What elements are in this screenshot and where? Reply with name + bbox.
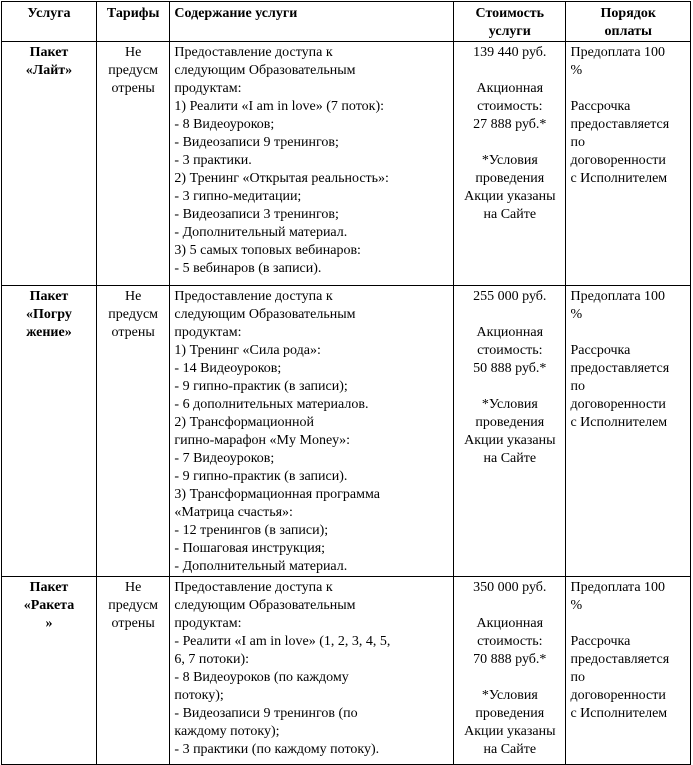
spacer — [570, 324, 686, 342]
installment-line: Рассрочка — [570, 343, 631, 358]
promo-price-line: Акционная — [476, 325, 544, 340]
service-content-cell — [170, 286, 454, 577]
service-content-line: - 7 Видеоуроков; — [174, 451, 275, 466]
installment-line: с Исполнителем — [570, 415, 668, 430]
package-name-line: Пакет — [29, 289, 69, 304]
service-content-line: продуктам: — [174, 81, 242, 96]
promo-note-line: *Условия — [481, 688, 538, 703]
package-name-line: «Погру — [26, 307, 72, 322]
service-content-line: - Видеозаписи 9 тренингов (по — [174, 706, 358, 721]
promo-price-line: стоимость: — [477, 99, 543, 114]
promo-price-line: Акционная — [476, 81, 544, 96]
service-content-cell — [170, 577, 454, 765]
header-tariffs-label: Тарифы — [106, 6, 160, 21]
tariff-line: Не — [125, 45, 142, 60]
service-content-line: «Матрица счастья»: — [174, 505, 293, 520]
service-content-line: - 14 Видеоуроков; — [174, 361, 282, 376]
full-price: 255 000 руб. — [473, 289, 547, 304]
service-content-line: - 8 Видеоуроков; — [174, 117, 275, 132]
spacer — [458, 669, 561, 687]
service-content-line: гипно-марафон «My Money»: — [174, 433, 351, 448]
tariff-cell — [96, 42, 169, 286]
service-content-line: - 8 Видеоуроков (по каждому — [174, 670, 349, 685]
tariff-line: отрены — [111, 81, 155, 96]
service-content-line: 2) Тренинг «Открытая реальность»: — [174, 171, 389, 186]
header-service-label: Услуга — [27, 6, 71, 21]
spacer — [458, 597, 561, 615]
service-content-line: - 3 практики. — [174, 153, 252, 168]
service-content-line: - 6 дополнительных материалов. — [174, 397, 369, 412]
service-content-line: - Видеозаписи 3 тренингов; — [174, 207, 339, 222]
service-content-line: Предоставление доступа к — [174, 580, 333, 595]
tariff-line: предусм — [108, 598, 159, 613]
package-name-cell — [2, 42, 97, 286]
promo-note-line: *Условия — [481, 153, 538, 168]
prepayment-line: Предоплата 100 — [570, 580, 666, 595]
tariff-line: Не — [125, 289, 142, 304]
service-content-line: - Видеозаписи 9 тренингов; — [174, 135, 339, 150]
header-payment-line: Порядок — [600, 6, 656, 21]
service-content-line: - 9 гипно-практик (в записи); — [174, 379, 348, 394]
prepayment-line: Предоплата 100 — [570, 45, 666, 60]
promo-note-line: на Сайте — [483, 742, 537, 757]
header-cost-line: Стоимость — [475, 6, 545, 21]
payment-cell — [566, 42, 691, 286]
service-content-line: - 3 практики (по каждому потоку). — [174, 742, 380, 757]
header-content-label: Содержание услуги — [174, 6, 298, 21]
service-content-line: - Дополнительный материал. — [174, 225, 348, 240]
installment-line: договоренности — [570, 397, 666, 412]
service-content-line: - 5 вебинаров (в записи). — [174, 261, 322, 276]
service-content-line: следующим Образовательным — [174, 307, 356, 322]
service-content-line: каждому потоку); — [174, 724, 280, 739]
promo-price-line: Акционная — [476, 616, 544, 631]
tariff-line: Не — [125, 580, 142, 595]
tariff-cell — [96, 286, 169, 577]
service-content-line: продуктам: — [174, 325, 242, 340]
service-content-line: следующим Образовательным — [174, 598, 356, 613]
service-content-line: 6, 7 потоки): — [174, 652, 249, 667]
installment-line: с Исполнителем — [570, 171, 668, 186]
full-price: 350 000 руб. — [473, 580, 547, 595]
spacer — [458, 306, 561, 324]
promo-note-line: Акции указаны — [464, 189, 556, 204]
promo-note-line: Акции указаны — [464, 724, 556, 739]
service-content-line: - 12 тренингов (в записи); — [174, 523, 329, 538]
installment-line: с Исполнителем — [570, 706, 668, 721]
package-name-line: «Ракета — [23, 598, 75, 613]
package-name-cell — [2, 286, 97, 577]
installment-line: предоставляется — [570, 361, 670, 376]
full-price: 139 440 руб. — [473, 45, 547, 60]
promo-price-line: стоимость: — [477, 634, 543, 649]
installment-line: договоренности — [570, 153, 666, 168]
service-content-line: 2) Трансформационной — [174, 415, 314, 430]
cost-cell — [454, 42, 566, 286]
promo-price-line: 50 888 руб.* — [473, 361, 547, 376]
tariff-line: предусм — [108, 63, 159, 78]
header-service — [2, 2, 97, 42]
promo-price-line: стоимость: — [477, 343, 543, 358]
payment-cell — [566, 577, 691, 765]
header-payment-line: оплаты — [604, 24, 652, 39]
promo-note-line: проведения — [475, 706, 545, 721]
header-cost — [454, 2, 566, 42]
service-content-line: следующим Образовательным — [174, 63, 356, 78]
header-payment — [566, 2, 691, 42]
tariff-line: отрены — [111, 616, 155, 631]
service-content-line: - 3 гипно-медитации; — [174, 189, 302, 204]
service-content-line: Предоставление доступа к — [174, 289, 333, 304]
tariff-line: отрены — [111, 325, 155, 340]
table-header-row — [2, 2, 691, 42]
cost-cell — [454, 286, 566, 577]
package-name-line: Пакет — [29, 45, 69, 60]
services-table — [1, 1, 691, 765]
service-content-line: 1) Тренинг «Сила рода»: — [174, 343, 321, 358]
promo-note-line: на Сайте — [483, 451, 537, 466]
promo-note-line: на Сайте — [483, 207, 537, 222]
service-content-cell — [170, 42, 454, 286]
package-name-line: жение» — [26, 325, 72, 340]
header-cost-line: услуги — [488, 24, 531, 39]
prepayment-line: % — [570, 63, 583, 78]
service-content-line: Предоставление доступа к — [174, 45, 333, 60]
installment-line: по — [570, 670, 585, 685]
installment-line: договоренности — [570, 688, 666, 703]
spacer — [458, 62, 561, 80]
table-row — [2, 286, 691, 577]
service-content-line: продуктам: — [174, 616, 242, 631]
prepayment-line: Предоплата 100 — [570, 289, 666, 304]
prepayment-line: % — [570, 598, 583, 613]
header-tariffs — [96, 2, 169, 42]
table-row — [2, 577, 691, 765]
spacer — [458, 134, 561, 152]
installment-line: по — [570, 135, 585, 150]
payment-cell — [566, 286, 691, 577]
promo-price-line: 27 888 руб.* — [473, 117, 547, 132]
service-content-line: 3) 5 самых топовых вебинаров: — [174, 243, 361, 258]
package-name-cell — [2, 577, 97, 765]
service-content-line: - Дополнительный материал. — [174, 559, 348, 574]
prepayment-line: % — [570, 307, 583, 322]
service-content-line: - Реалити «I am in love» (1, 2, 3, 4, 5, — [174, 634, 391, 649]
cost-cell — [454, 577, 566, 765]
package-name-line: «Лайт» — [25, 63, 73, 78]
service-content-line: - 9 гипно-практик (в записи). — [174, 469, 348, 484]
service-content-line: 3) Трансформационная программа — [174, 487, 380, 502]
service-content-line: - Пошаговая инструкция; — [174, 541, 326, 556]
promo-note-line: *Условия — [481, 397, 538, 412]
spacer — [570, 615, 686, 633]
tariff-cell — [96, 577, 169, 765]
installment-line: Рассрочка — [570, 99, 631, 114]
promo-note-line: проведения — [475, 171, 545, 186]
spacer — [570, 80, 686, 98]
service-content-line: 1) Реалити «I am in love» (7 поток): — [174, 99, 384, 114]
installment-line: Рассрочка — [570, 634, 631, 649]
header-content — [170, 2, 454, 42]
service-content-line: потоку); — [174, 688, 224, 703]
tariff-line: предусм — [108, 307, 159, 322]
promo-price-line: 70 888 руб.* — [473, 652, 547, 667]
installment-line: предоставляется — [570, 652, 670, 667]
promo-note-line: Акции указаны — [464, 433, 556, 448]
package-name-line: » — [45, 616, 53, 631]
installment-line: предоставляется — [570, 117, 670, 132]
package-name-line: Пакет — [29, 580, 69, 595]
installment-line: по — [570, 379, 585, 394]
table-row — [2, 42, 691, 286]
promo-note-line: проведения — [475, 415, 545, 430]
spacer — [458, 378, 561, 396]
